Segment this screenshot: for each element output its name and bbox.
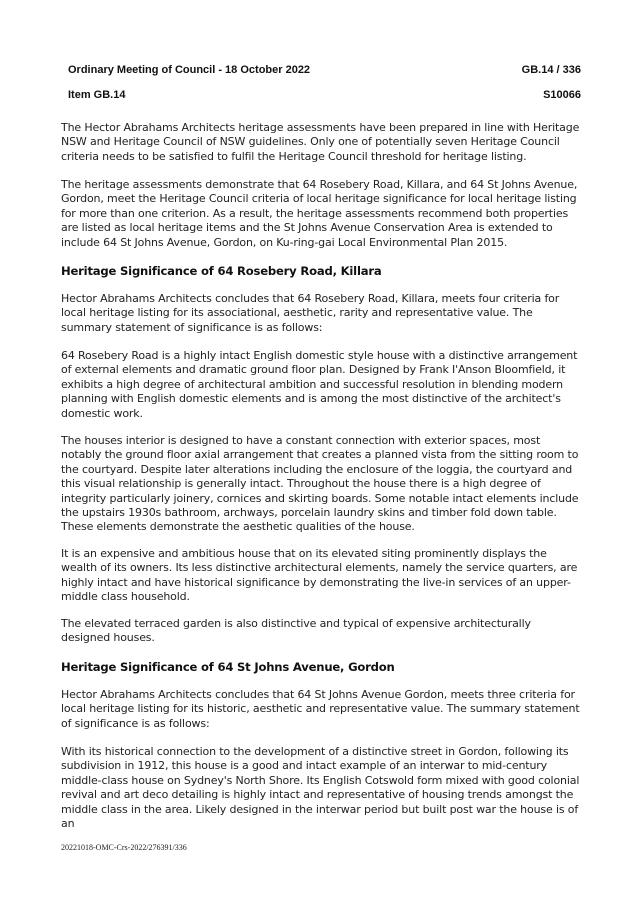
paragraph-rosebery-siting: [61, 547, 581, 605]
meeting-title: Ordinary Meeting of Council - 18 October 2022: [68, 64, 311, 76]
paragraph-rosebery-garden: [61, 617, 581, 646]
section-heading-st-johns-avenue: Heritage Significance of 64 St Johns Avenue, Gordon: [61, 660, 395, 674]
paragraph-rosebery-summary: [61, 349, 581, 421]
item-label: Item GB.14: [68, 89, 126, 101]
paragraph-text: The houses interior is designed to have a constant connection with exterior spaces, most notably the ground floor axial arrangement that creates a planned vista from the sitting room to the courtyard. Despite later alterations including the enclosure of the loggia, the courtyard and this visual relationship is generally intact. Throughout the house there is a high degree of integrity particularly joinery, cornices and skirting boards. Some notable intact elements include the upstairs 1930s bathroom, archways, porcelain laundry skins and timber fold down table. These elements demonstrate the aesthetic qualities of the house.: [61, 434, 579, 534]
section-heading-rosebery-road: Heritage Significance of 64 Rosebery Road, Killara: [61, 264, 382, 278]
paragraph-st-johns-summary: [61, 745, 581, 831]
document-reference-footer: 20221018-OMC-Crs-2022/276391/336: [61, 843, 187, 852]
paragraph-text: The heritage assessments demonstrate that 64 Rosebery Road, Killara, and 64 St Johns Avenue, Gordon, meet the Heritage Council criteria of local heritage significance for local heritage listing for more than one criterion. As a result, the heritage assessments recommend both properties are listed as local heritage items and the St Johns Avenue Conservation Area is extended to include 64 St Johns Avenue, Gordon, on Ku-ring-gai Local Environmental Plan 2015.: [61, 178, 578, 249]
paragraph-assessment-guidelines: [61, 121, 581, 164]
paragraph-text: Hector Abrahams Architects concludes that 64 St Johns Avenue Gordon, meets three criteria for local heritage listing for its historic, aesthetic and representative value. The summary statement of significance is as follows:: [61, 688, 580, 730]
paragraph-rosebery-conclusion: [61, 292, 581, 335]
paragraph-assessment-outcome: [61, 178, 581, 250]
paragraph-text: Hector Abrahams Architects concludes that 64 Rosebery Road, Killara, meets four criteria for local heritage listing for its associational, aesthetic, rarity and representative value. The summary statement of significance is as follows:: [61, 292, 560, 334]
paragraph-rosebery-interior: [61, 434, 581, 535]
paragraph-text: 64 Rosebery Road is a highly intact English domestic style house with a distinctive arrangement of external elements and dramatic ground floor plan. Designed by Frank I'Anson Bloomfield, it exhibits a high degree of architectural ambition and successful resolution in blending modern planning with English domestic elements and is among the most distinctive of the architect's domestic work.: [61, 349, 578, 420]
page-reference: GB.14 / 336: [521, 64, 581, 76]
paragraph-text: It is an expensive and ambitious house that on its elevated siting prominently displays the wealth of its owners. Its less distinctive architectural elements, namely the service quarters, are highly intact and have historical significance by demonstrating the live-in services of an upper-middle class household.: [61, 547, 578, 604]
item-code: S10066: [543, 89, 581, 101]
paragraph-text: With its historical connection to the development of a distinctive street in Gordon, following its subdivision in 1912, this house is a good and intact example of an interwar to mid-century middle-class house on Sydney's North Shore. Its English Cotswold form mixed with good colonial revival and art deco detailing is highly intact and representative of housing trends amongst the middle class in the area. Likely designed in the interwar period but built post war the house is of an: [61, 745, 580, 831]
paragraph-st-johns-conclusion: [61, 688, 581, 731]
paragraph-text: The Hector Abrahams Architects heritage assessments have been prepared in line with Heritage NSW and Heritage Council of NSW guidelines. Only one of potentially seven Heritage Council criteria needs to be satisfied to fulfil the Heritage Council threshold for heritage listing.: [61, 121, 580, 163]
paragraph-text: The elevated terraced garden is also distinctive and typical of expensive architecturally designed houses.: [61, 617, 531, 645]
